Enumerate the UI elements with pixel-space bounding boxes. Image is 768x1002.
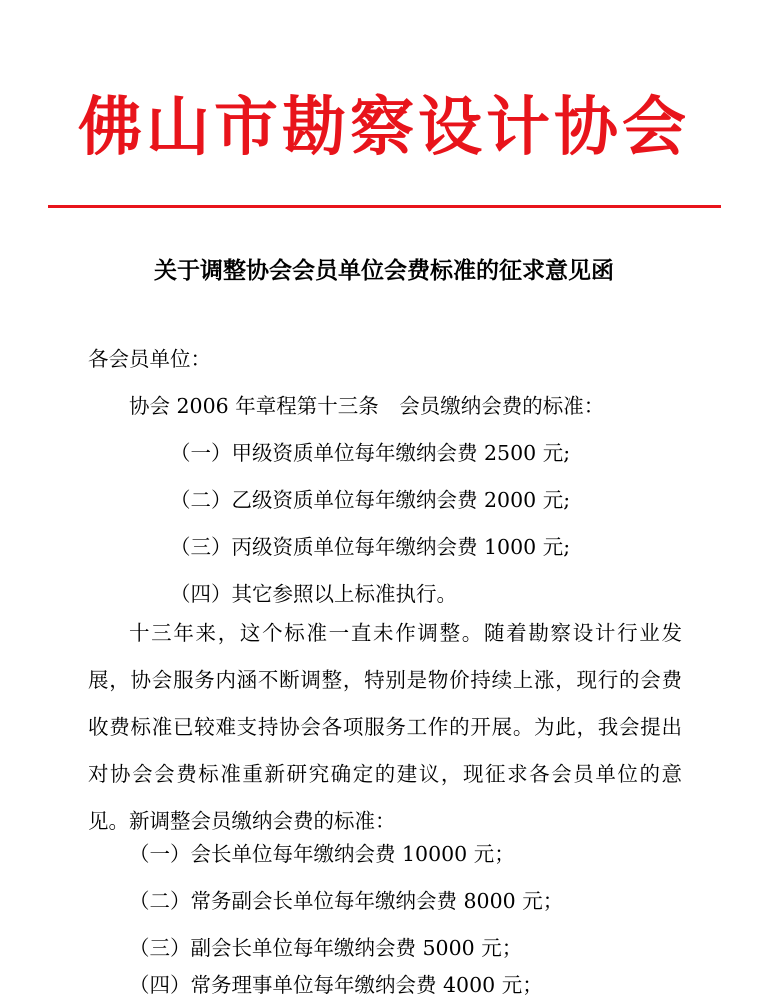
old-standard-item: （三）丙级资质单位每年缴纳会费 1000 元; [170, 535, 571, 559]
new-standard-item: （四）常务理事单位每年缴纳会费 4000 元； [129, 973, 543, 997]
old-standard-intro: 协会 2006 年章程第十三条 会员缴纳会费的标准： [129, 394, 605, 418]
new-standard-item: （一）会长单位每年缴纳会费 10000 元； [129, 842, 515, 866]
salutation: 各会员单位： [88, 347, 211, 371]
old-standard-item: （二）乙级资质单位每年缴纳会费 2000 元; [170, 488, 571, 512]
document-title: 关于调整协会会员单位会费标准的征求意见函 [154, 258, 614, 284]
body-paragraph: 十三年来，这个标准一直未作调整。随着勘察设计行业发展，协会服务内涵不断调整，特别是物价持续上涨，现行的会费收费标准已较难支持协会各项服务工作的开展。为此，我会提出对协会会费标准重新研究确定的建议，现征求各会员单位的意见。新调整会员缴纳会费的标准： [88, 621, 682, 833]
letterhead-title: 佛山市勘察设计协会 [78, 91, 690, 165]
new-standard-item: （二）常务副会长单位每年缴纳会费 8000 元； [129, 889, 564, 913]
old-standard-item: （四）其它参照以上标准执行。 [170, 582, 457, 606]
letterhead-divider [48, 205, 721, 208]
old-standard-item: （一）甲级资质单位每年缴纳会费 2500 元; [170, 441, 571, 465]
new-standard-item: （三）副会长单位每年缴纳会费 5000 元； [129, 936, 523, 960]
